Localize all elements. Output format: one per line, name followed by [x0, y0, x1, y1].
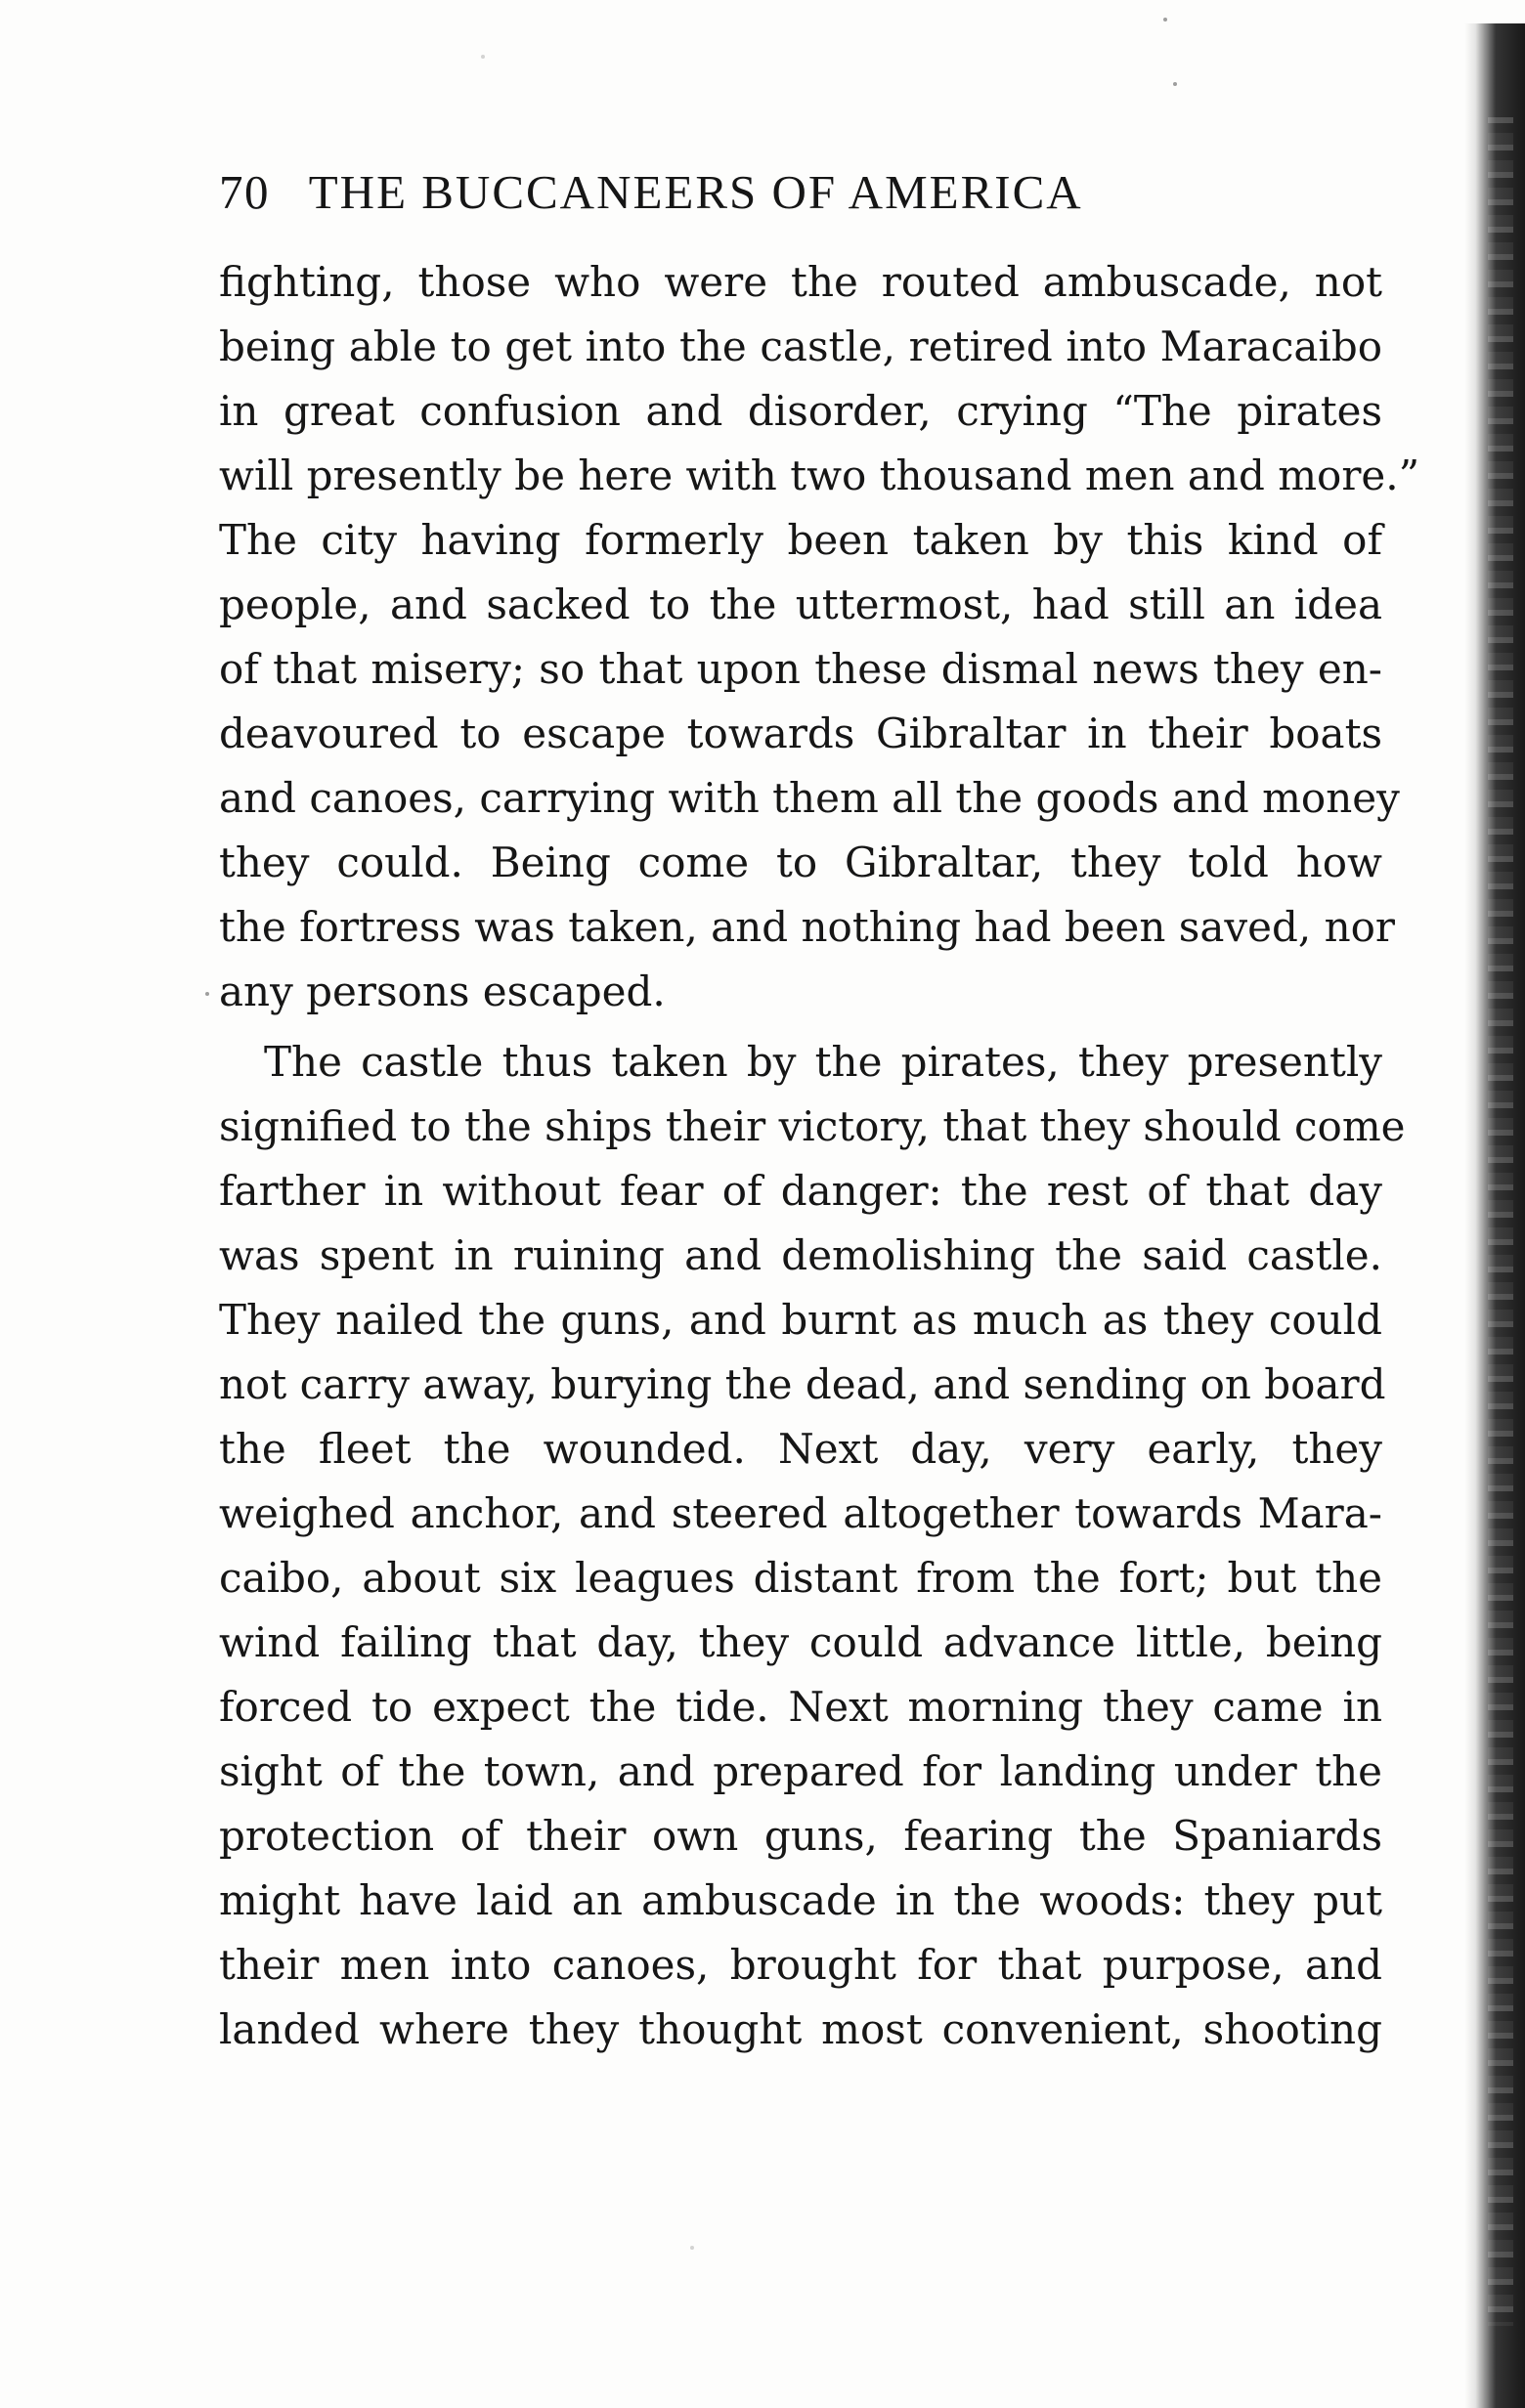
text-line-22: wind failing that day, they could advance little, being	[219, 1618, 1382, 1666]
text-line-18: not carry away, burying the dead, and sending on board	[219, 1360, 1386, 1408]
book-title: THE BUCCANEERS OF AMERICA	[308, 165, 1083, 219]
text-line-16: was spent in ruining and demolishing the said castle.	[219, 1231, 1382, 1279]
page-number: 70	[219, 165, 270, 219]
text-line-10: they could. Being come to Gibraltar, they told how	[219, 838, 1382, 886]
text-line-25: protection of their own guns, fearing the Spaniards	[219, 1812, 1382, 1860]
text-line-4: will presently be here with two thousand men and more.”	[219, 452, 1420, 499]
scan-speck	[690, 2246, 694, 2250]
text-line-13: The castle thus taken by the pirates, they presently	[264, 1038, 1382, 1086]
text-line-11: the fortress was taken, and nothing had been saved, nor	[219, 903, 1395, 951]
text-line-6: people, and sacked to the uttermost, had still an idea	[219, 580, 1382, 628]
text-line-2: being able to get into the castle, retired into Maracaibo	[219, 322, 1382, 370]
text-line-9: and canoes, carrying with them all the goods and money	[219, 774, 1400, 822]
text-line-24: sight of the town, and prepared for landing under the	[219, 1747, 1382, 1795]
text-line-21: caibo, about six leagues distant from the fort; but the	[219, 1554, 1382, 1602]
text-line-20: weighed anchor, and steered altogether towards Mara-	[219, 1489, 1382, 1537]
text-line-8: deavoured to escape towards Gibraltar in their boats	[219, 710, 1382, 757]
scan-speck	[1036, 205, 1040, 209]
running-head	[219, 163, 1294, 222]
text-line-7: of that misery; so that upon these dismal news they en-	[219, 645, 1382, 693]
text-line-1: fighting, those who were the routed ambuscade, not	[219, 258, 1382, 306]
scan-speck	[481, 55, 485, 59]
text-line-27: their men into canoes, brought for that purpose, and	[219, 1941, 1382, 1989]
scan-speck	[205, 992, 209, 996]
scan-speck	[1173, 82, 1177, 86]
scan-speck	[1163, 18, 1167, 22]
page-edge-texture	[1488, 117, 1513, 2326]
text-line-23: forced to expect the tide. Next morning they came in	[219, 1683, 1382, 1731]
text-line-3: in great confusion and disorder, crying “The pirates	[219, 387, 1382, 435]
text-line-19: the fleet the wounded. Next day, very early, they	[219, 1425, 1382, 1473]
scan-speck	[1376, 1913, 1380, 1916]
text-line-17: They nailed the guns, and burnt as much as they could	[219, 1296, 1382, 1344]
text-line-12: any persons escaped.	[219, 968, 666, 1015]
text-line-15: farther in without fear of danger: the rest of that day	[219, 1167, 1382, 1215]
text-line-26: might have laid an ambuscade in the woods: they put	[219, 1876, 1382, 1924]
text-line-28: landed where they thought most convenient, shooting	[219, 2005, 1382, 2053]
text-line-14: signified to the ships their victory, that they should come	[219, 1102, 1406, 1150]
text-line-5: The city having formerly been taken by this kind of	[219, 516, 1382, 564]
